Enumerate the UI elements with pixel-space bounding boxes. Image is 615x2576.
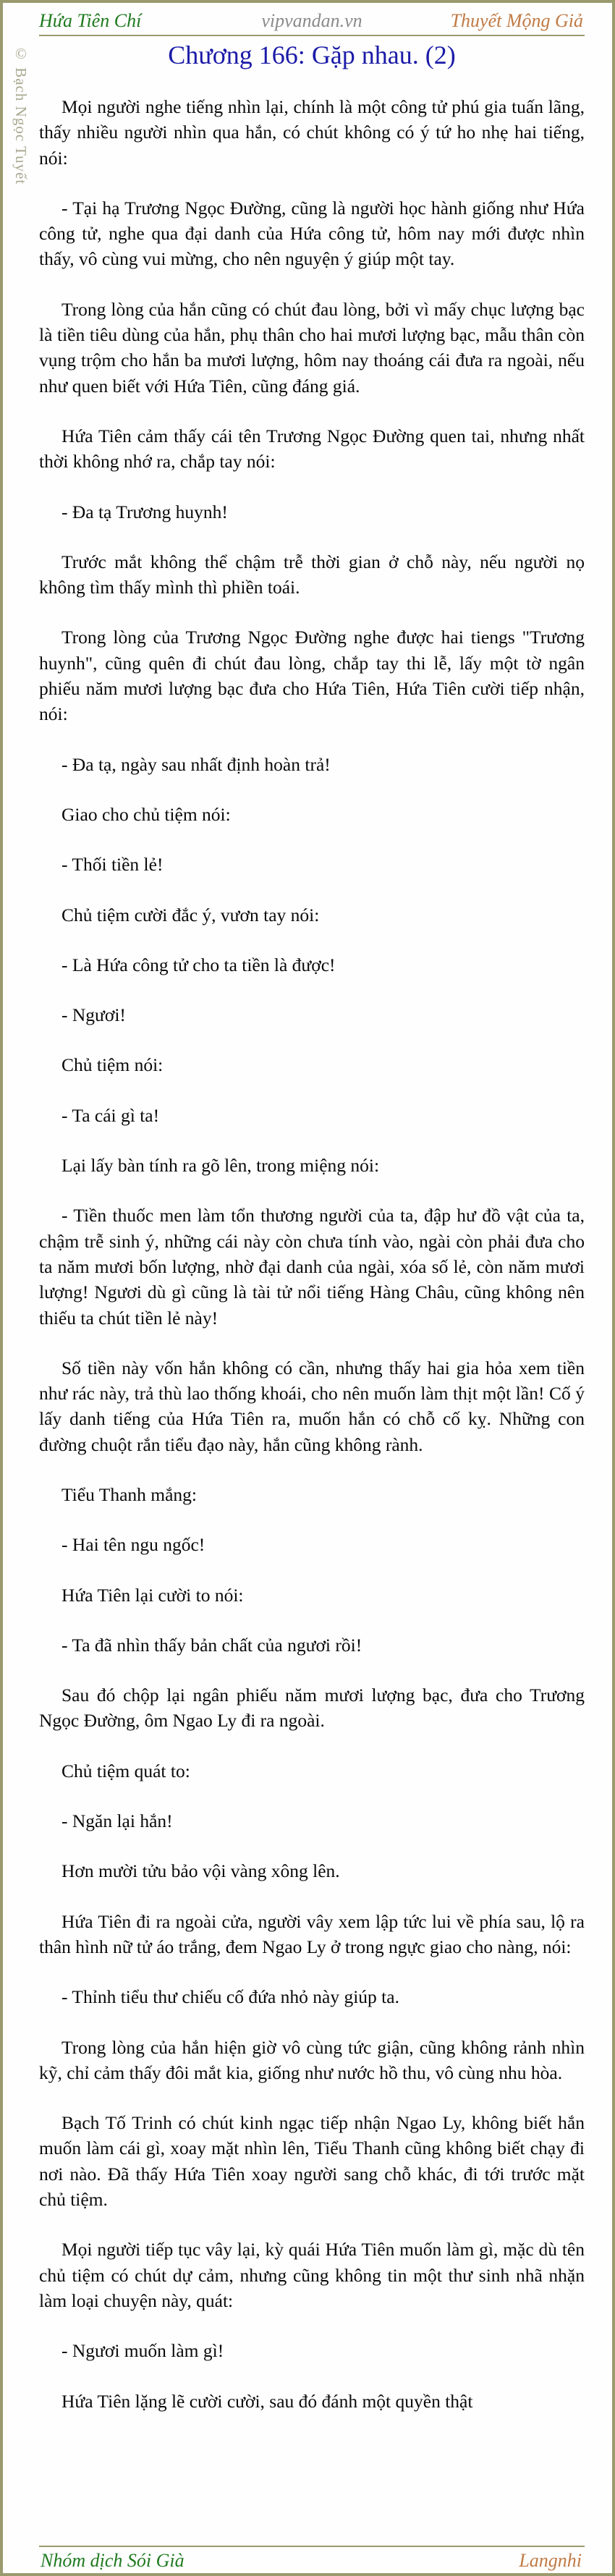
translator-group: Nhóm dịch Sói Già: [41, 2550, 184, 2571]
paragraph: - Hai tên ngu ngốc!: [62, 1534, 205, 1556]
paragraph: Lại lấy bàn tính ra gõ lên, trong miệng nói:: [62, 1155, 380, 1177]
paragraph: Hứa Tiên lặng lẽ cười cười, sau đó đánh một quyền thật: [62, 2390, 473, 2412]
paragraph: - Ta cái gì ta!: [62, 1104, 160, 1126]
chapter-title: Chương 166: Gặp nhau. (2): [168, 41, 456, 69]
paragraph: Giao cho chủ tiệm nói:: [62, 803, 231, 825]
paragraph: - Đa tạ, ngày sau nhất định hoàn trả!: [62, 753, 331, 775]
paragraph: Trong lòng của Trương Ngọc Đường nghe được hai tiengs "Trương huynh", cũng quên đi chút đau lòng, chắp tay thi lễ, lấy một tờ ngân phiếu năm mươi lượng bạc đưa cho Hứa Tiên, Hứa Tiên cười tiếp nhận, nói:: [39, 627, 585, 725]
paragraph: - Ta đã nhìn thấy bản chất của ngươi rồi!: [62, 1634, 362, 1656]
paragraph: Số tiền này vốn hắn không có cần, nhưng thấy hai gia hỏa xem tiền như rác này, trả thù lao thống khoái, cho nên muốn làm thịt một lần! Cố ý lấy danh tiếng của Hứa Tiên ra, muốn hắn có chỗ cố kỵ. Những con đường chuột rắn tiểu đạo này, hắn cũng không rành.: [39, 1357, 585, 1455]
chapter-body: [39, 94, 585, 2439]
paragraph: Mọi người nghe tiếng nhìn lại, chính là một công tử phú gia tuấn lãng, thấy nhiều người nhìn qua hắn, có chút không có ý tứ ho nhẹ hai tiếng, nói:: [39, 96, 585, 169]
paragraph: - Ngăn lại hắn!: [62, 1810, 173, 1832]
copyright-watermark: © Bạch Ngọc Tuyết: [12, 45, 30, 185]
paragraph: Sau đó chộp lại ngân phiếu năm mươi lượng bạc, đưa cho Trương Ngọc Đường, ôm Ngao Ly đi ra ngoài.: [39, 1685, 585, 1732]
paragraph: - Là Hứa công tử cho ta tiền là được!: [62, 954, 336, 975]
paragraph: Chủ tiệm nói:: [62, 1054, 164, 1076]
paragraph: Trước mắt không thể chậm trễ thời gian ở chỗ này, nếu người nọ không tìm thấy mình thì phiền toái.: [39, 551, 585, 598]
paragraph: - Đa tạ Trương huynh!: [62, 501, 228, 522]
paragraph: Chủ tiệm cười đắc ý, vươn tay nói:: [62, 904, 320, 925]
paragraph: Chủ tiệm quát to:: [62, 1760, 190, 1781]
page-header: [39, 7, 585, 36]
page-footer: [39, 2546, 585, 2576]
paragraph: - Thối tiền lẻ!: [62, 854, 164, 876]
paragraph: Bạch Tố Trinh có chút kinh ngạc tiếp nhận Ngao Ly, không biết hắn muốn làm cái gì, xoay mặt nhìn lên, Tiểu Thanh cũng không biết chạy đi nơi nào. Đã thấy Hứa Tiên xoay người sang chỗ khác, đi tới trước mặt chủ tiệm.: [39, 2112, 585, 2211]
paragraph: Trong lòng của hắn cũng có chút đau lòng, bởi vì mấy chục lượng bạc là tiền tiêu dùng của hắn, phụ thân cho hai mươi lượng bạc, mẫu thân còn vụng trộm cho hắn ba mươi lượng, hôm nay thoáng cái đưa ra ngoài, nếu như quen biết với Hứa Tiên, cũng đáng giá.: [39, 298, 585, 397]
paragraph: Hứa Tiên lại cười to nói:: [62, 1584, 244, 1606]
paragraph: - Tại hạ Trương Ngọc Đường, cũng là người học hành giống như Hứa công tử, nghe qua đại danh của Hứa công tử, hôm nay mới được nhìn thấy, vô cùng vui mừng, cho nên nguyện ý giúp một tay.: [39, 197, 585, 270]
paragraph: Hơn mười tửu bảo vội vàng xông lên.: [62, 1860, 340, 1882]
author-name: Thuyết Mộng Giả: [450, 10, 583, 31]
translator-name: Langnhi: [519, 2550, 582, 2571]
paragraph: Mọi người tiếp tục vây lại, kỳ quái Hứa Tiên muốn làm gì, mặc dù tên chủ tiệm có chút dự cảm, nhưng cũng không tin một thư sinh nhã nhặn làm loại chuyện này, quát:: [39, 2239, 585, 2311]
paragraph: - Ngươi!: [62, 1004, 126, 1026]
paragraph: - Tiền thuốc men làm tổn thương người của ta, đập hư đồ vật của ta, chậm trễ sinh ý, những cái này còn chưa tính vào, ngài còn phải đưa cho ta năm mươi bốn lượng, nhờ đại danh của ngài, xóa số lẻ, còn năm mươi lượng! Ngươi dù gì cũng là tài tử nổi tiếng Hàng Châu, cũng không nên thiếu ta chút tiền lẻ này!: [39, 1205, 585, 1329]
paragraph: Tiểu Thanh mắng:: [62, 1483, 198, 1505]
paragraph: Hứa Tiên đi ra ngoài cửa, người vây xem lập tức lui về phía sau, lộ ra thân hình nữ tử áo trắng, đem Ngao Ly ở trong ngực giao cho nàng, nói:: [39, 1910, 585, 1957]
site-name: vipvandan.vn: [261, 10, 362, 31]
paragraph: - Ngươi muốn làm gì!: [62, 2340, 224, 2362]
book-title: Hứa Tiên Chí: [39, 10, 142, 31]
paragraph: Trong lòng của hắn hiện giờ vô cùng tức giận, cũng không rảnh nhìn kỹ, chỉ cảm thấy đôi mắt kia, giống như nước hồ thu, vô cùng nhu hòa.: [39, 2036, 585, 2083]
paragraph: - Thỉnh tiểu thư chiếu cố đứa nhỏ này giúp ta.: [62, 1986, 399, 2008]
paragraph: Hứa Tiên cảm thấy cái tên Trương Ngọc Đường quen tai, nhưng nhất thời không nhớ ra, chắp tay nói:: [39, 425, 585, 473]
